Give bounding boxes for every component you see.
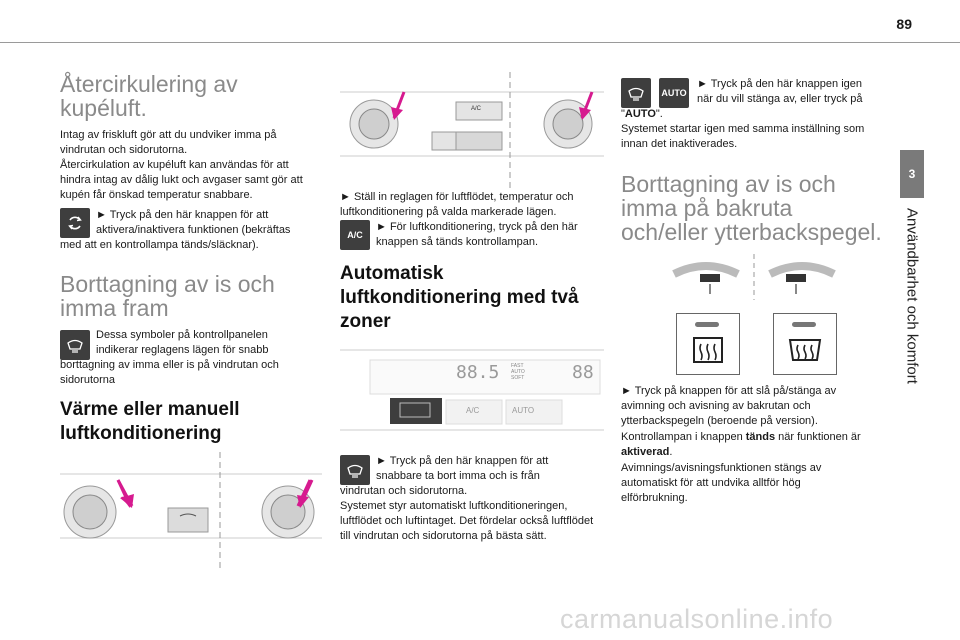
indicator-lamp bbox=[792, 322, 816, 327]
rear-step: ► Tryck på knappen för att slå på/stänga av avimning och avisning av bakrutan och ytterbackspegeln (beroende på version). bbox=[621, 385, 837, 427]
display-mode-soft: SOFT bbox=[511, 375, 525, 381]
defrost-step-line-2: snabbare ta bort imma och is från bbox=[376, 470, 540, 482]
indicator-lamp bbox=[695, 322, 719, 327]
auto-quote-open: " bbox=[621, 108, 625, 120]
lamp-text-pre: Kontrollampan i knappen bbox=[621, 431, 746, 443]
panel2-ac-label: A/C bbox=[466, 406, 480, 415]
watermark-text[interactable]: carmanualsonline.info bbox=[560, 604, 834, 634]
auto-bold-word: AUTO bbox=[624, 108, 656, 120]
header-divider bbox=[0, 42, 960, 43]
lamp-bold-activated: aktiverad bbox=[621, 446, 670, 458]
display-mode-auto: AUTO bbox=[511, 369, 525, 375]
recirculation-icon bbox=[65, 213, 85, 233]
chapter-tab[interactable]: 3 bbox=[900, 150, 924, 198]
rear-defrost-heading: Borttagning av is och imma på bakruta och/eller ytterbackspegel. bbox=[621, 171, 882, 245]
front-paragraph-line-3: borttagning av imma eller is på vindrutan och sidorutorna bbox=[60, 359, 279, 386]
rear-and-mirror-defrost-button[interactable] bbox=[773, 313, 837, 375]
mirror-defrost-illustration bbox=[670, 254, 838, 300]
auto-step-end: ". bbox=[655, 108, 663, 120]
recirc-paragraph-1: Intag av friskluft gör att du undviker imma på vindrutan och sidorutorna. bbox=[60, 129, 277, 156]
front-paragraph-line-1: Dessa symboler på kontrollpanelen bbox=[96, 329, 268, 341]
panel-ac-label: A/C bbox=[471, 106, 482, 112]
display-digits-left: 88.5 bbox=[456, 362, 500, 383]
defrost-step-line-3: vindrutan och sidorutorna. bbox=[340, 485, 468, 497]
dual-zone-panel-illustration bbox=[340, 340, 604, 440]
page-number: 89 bbox=[896, 16, 912, 32]
lamp-paragraph bbox=[621, 430, 879, 460]
dual-zone-heading: Automatisk luftkonditionering med två zoner bbox=[340, 263, 579, 332]
auto-step-line-3 bbox=[621, 107, 663, 122]
ac-panel-illustration bbox=[340, 72, 604, 188]
defrost-button-icon bbox=[621, 78, 651, 108]
rear-window-mirror-defrost-icon bbox=[787, 336, 823, 364]
chapter-title-text: Användbarhet och komfort bbox=[903, 208, 921, 384]
auto-step-line-1: ► Tryck på den här knappen igen bbox=[697, 78, 862, 90]
rear-window-defrost-button[interactable] bbox=[676, 313, 740, 375]
rear-window-defrost-icon bbox=[692, 336, 724, 364]
recirc-paragraph-2: Återcirkulation av kupéluft kan användas för att hindra intag av dålig lukt och avgaser samt gör att kupén får önskad temperatur snabbare. bbox=[60, 159, 303, 201]
ac-step-2-line-1: ► För luftkonditionering, tryck på den här bbox=[376, 221, 578, 233]
restart-paragraph: Systemet startar igen med samma inställning som innan det inaktiverades. bbox=[621, 123, 865, 150]
windscreen-defrost-icon bbox=[626, 83, 646, 103]
windscreen-defrost-icon bbox=[65, 335, 85, 355]
lamp-text-mid: när funktionen är bbox=[775, 431, 861, 443]
chapter-title bbox=[884, 208, 940, 408]
windscreen-defrost-icon bbox=[345, 460, 365, 480]
lamp-text-end: . bbox=[669, 446, 673, 458]
ac-icon-label: A/C bbox=[347, 230, 363, 240]
auto-system-paragraph: Systemet styr automatiskt luftkonditioneringen, luftflödet och luftintaget. Det fördelar också luftflödet till vindrutan och sidorutorna på bästa sätt. bbox=[340, 500, 594, 542]
defrost-step-line-1: ► Tryck på den här knappen för att bbox=[376, 455, 549, 467]
front-defrost-button-icon bbox=[60, 330, 90, 360]
recirc-step-line-2: aktivera/inaktivera funktionen (bekräftas bbox=[96, 224, 291, 236]
ac-step-2-line-2: knappen så tänds kontrollampan. bbox=[376, 236, 539, 248]
recirc-step-line-1: ► Tryck på den här knappen för att bbox=[96, 209, 269, 221]
front-paragraph-line-2: indikerar reglagens lägen för snabb bbox=[96, 344, 269, 356]
display-digits-right: 88 bbox=[572, 362, 594, 383]
max-defrost-button-icon bbox=[340, 455, 370, 485]
front-defrost-heading: Borttagning av is och imma fram bbox=[60, 271, 275, 321]
recirc-heading: Återcirkulering av kupéluft. bbox=[60, 71, 238, 121]
manual-ac-heading: Värme eller manuell luftkonditionering bbox=[60, 399, 240, 444]
auto-button-icon bbox=[659, 78, 689, 108]
ac-button-icon bbox=[340, 220, 370, 250]
panel2-auto-label: AUTO bbox=[512, 406, 535, 415]
display-mode-fast: FAST bbox=[511, 363, 524, 369]
recirculation-button-icon bbox=[60, 208, 90, 238]
ac-step-1: ► Ställ in reglagen för luftflödet, temperatur och luftkonditionering på valda markerade lägen. bbox=[340, 191, 574, 218]
manual-panel-arrows bbox=[60, 472, 322, 552]
auto-icon-label: AUTO bbox=[661, 88, 687, 98]
auto-off-paragraph: Avimnings/avisningsfunktionen stängs av automatiskt för att undvika alltför hög elförbrukning. bbox=[621, 462, 822, 504]
auto-step-line-2: när du vill stänga av, eller tryck på bbox=[697, 93, 863, 105]
recirc-step-line-3: med att en kontrollampa tänds/släcknar). bbox=[60, 239, 259, 251]
lamp-bold-lights: tänds bbox=[745, 431, 776, 443]
